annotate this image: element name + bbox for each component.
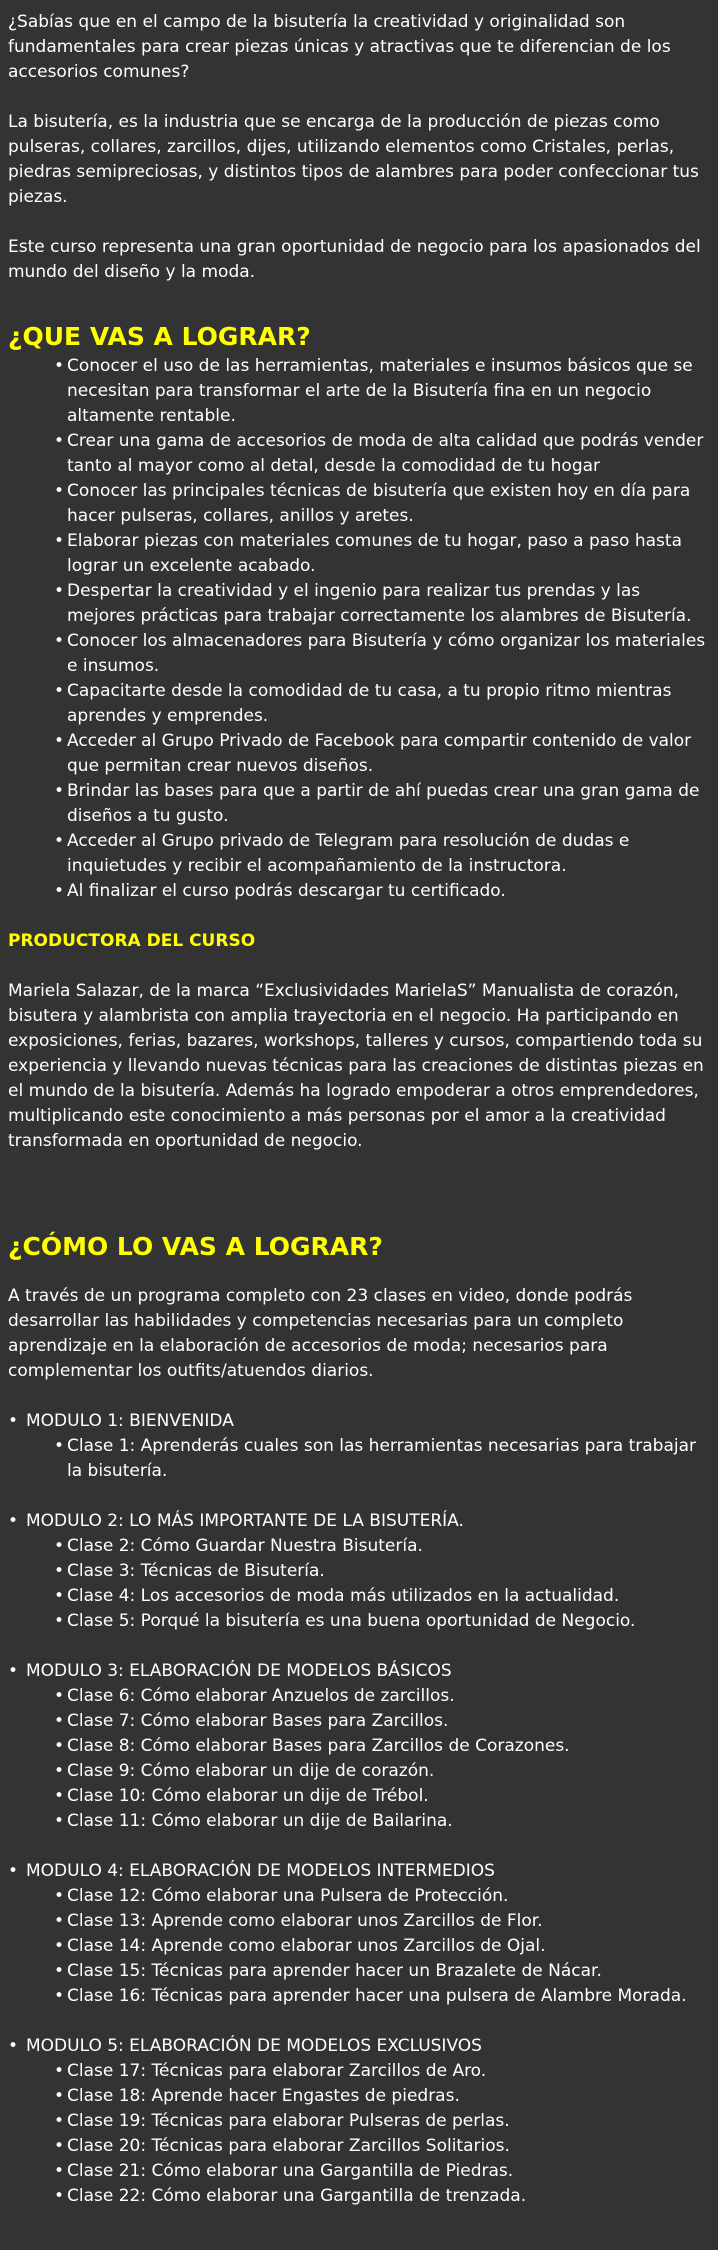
how-heading: ¿CÓMO LO VAS A LOGRAR?: [8, 1232, 383, 1261]
class-item: • Clase 20: Técnicas para elaborar Zarcillos Solitarios.: [54, 2134, 712, 2159]
class-item: • Clase 4: Los accesorios de moda más utilizados en la actualidad.: [54, 1584, 712, 1609]
class-item: • Clase 18: Aprende hacer Engastes de piedras.: [54, 2084, 712, 2109]
class-item: • Clase 12: Cómo elaborar una Pulsera de Protección.: [54, 1884, 712, 1909]
module-item: [8, 1409, 712, 1484]
module-title: MODULO 4: ELABORACIÓN DE MODELOS INTERMEDIOS: [26, 1861, 495, 1881]
goal-item: • Acceder al Grupo privado de Telegram para resolución de dudas e inquietudes y recibir el acompañamiento de la instructora.: [54, 829, 712, 879]
goal-item: • Conocer las principales técnicas de bisutería que existen hoy en día para hacer pulseras, collares, anillos y aretes.: [54, 479, 712, 529]
class-item: • Clase 13: Aprende como elaborar unos Zarcillos de Flor.: [54, 1909, 712, 1934]
goal-item: • Conocer el uso de las herramientas, materiales e insumos básicos que se necesitan para transformar el arte de la Bisutería fina en un negocio altamente rentable.: [54, 354, 712, 429]
class-list: [26, 1684, 712, 1834]
module-title: MODULO 2: LO MÁS IMPORTANTE DE LA BISUTERÍA.: [26, 1511, 464, 1531]
class-item: • Clase 22: Cómo elaborar una Gargantilla de trenzada.: [54, 2184, 712, 2209]
class-item: • Clase 15: Técnicas para aprender hacer un Brazalete de Nácar.: [54, 1959, 712, 1984]
goals-heading: ¿QUE VAS A LOGRAR?: [8, 322, 311, 351]
class-item: • Clase 7: Cómo elaborar Bases para Zarcillos.: [54, 1709, 712, 1734]
module-item: [8, 1509, 712, 1634]
goal-item: • Capacitarte desde la comodidad de tu casa, a tu propio ritmo mientras aprendes y emprendes.: [54, 679, 712, 729]
goal-item: • Conocer los almacenadores para Bisutería y cómo organizar los materiales e insumos.: [54, 629, 712, 679]
class-item: • Clase 8: Cómo elaborar Bases para Zarcillos de Corazones.: [54, 1734, 712, 1759]
module-item: [8, 1659, 712, 1834]
goals-section: [8, 320, 712, 904]
module-item: [8, 2034, 712, 2209]
class-item: • Clase 19: Técnicas para elaborar Pulseras de perlas.: [54, 2109, 712, 2134]
module-item: [8, 1859, 712, 2009]
how-description: A través de un programa completo con 23 clases en video, donde podrás desarrollar las habilidades y competencias necesarias para un completo aprendizaje en la elaboración de accesorios de moda; necesarios para complementar los outfits/atuendos diarios.: [8, 1286, 633, 1381]
intro-paragraph: ¿Sabías que en el campo de la bisutería la creatividad y originalidad son fundamentales para crear piezas únicas y atractivas que te diferencian de los accesorios comunes?: [8, 12, 671, 82]
producer-section: [8, 929, 712, 1154]
goal-item: • Crear una gama de accesorios de moda de alta calidad que podrás vender tanto al mayor como al detal, desde la comodidad de tu hogar: [54, 429, 712, 479]
producer-heading: PRODUCTORA DEL CURSO: [8, 931, 256, 951]
class-item: • Clase 14: Aprende como elaborar unos Zarcillos de Ojal.: [54, 1934, 712, 1959]
goal-item: • Elaborar piezas con materiales comunes de tu hogar, paso a paso hasta lograr un excelente acabado.: [54, 529, 712, 579]
intro-paragraph: La bisutería, es la industria que se encarga de la producción de piezas como pulseras, collares, zarcillos, dijes, utilizando elementos como Cristales, perlas, piedras semipreciosas, y distintos tipos de alambres para poder confeccionar tus piezas.: [8, 112, 699, 207]
class-list: [26, 1884, 712, 2009]
class-item: • Clase 2: Cómo Guardar Nuestra Bisutería.: [54, 1534, 712, 1559]
goal-item: • Despertar la creatividad y el ingenio para realizar tus prendas y las mejores prácticas para trabajar correctamente los alambres de Bisutería.: [54, 579, 712, 629]
class-item: • Clase 17: Técnicas para elaborar Zarcillos de Aro.: [54, 2059, 712, 2084]
intro-section: [8, 10, 712, 285]
class-item: • Clase 1: Aprenderás cuales son las herramientas necesarias para trabajar la bisutería.: [54, 1434, 712, 1484]
modules-list: [8, 1409, 712, 2209]
class-list: [26, 2059, 712, 2209]
class-list: [26, 1534, 712, 1634]
goal-item: • Acceder al Grupo Privado de Facebook para compartir contenido de valor que permitan crear nuevos diseños.: [54, 729, 712, 779]
class-item: • Clase 16: Técnicas para aprender hacer una pulsera de Alambre Morada.: [54, 1984, 712, 2009]
goal-item: • Brindar las bases para que a partir de ahí puedas crear una gran gama de diseños a tu gusto.: [54, 779, 712, 829]
module-title: MODULO 1: BIENVENIDA: [26, 1411, 234, 1431]
producer-bio: Mariela Salazar, de la marca “Exclusividades MarielaS” Manualista de corazón, bisutera y alambrista con amplia trayectoria en el negocio. Ha participando en exposiciones, ferias, bazares, workshops, talleres y cursos, compartiendo toda su experiencia y llevando nuevas técnicas para las creaciones de distintas piezas en el mundo de la bisutería. Además ha logrado empoderar a otros emprendedores, multiplicando este conocimiento a más personas por el amor a la creatividad transformada en oportunidad de negocio.: [8, 981, 704, 1151]
module-title: MODULO 3: ELABORACIÓN DE MODELOS BÁSICOS: [26, 1661, 452, 1681]
how-section: [8, 1230, 712, 1384]
goal-item: • Al finalizar el curso podrás descargar tu certificado.: [54, 879, 712, 904]
class-list: [26, 1434, 712, 1484]
class-item: • Clase 21: Cómo elaborar una Gargantilla de Piedras.: [54, 2159, 712, 2184]
class-item: • Clase 10: Cómo elaborar un dije de Trébol.: [54, 1784, 712, 1809]
class-item: • Clase 9: Cómo elaborar un dije de corazón.: [54, 1759, 712, 1784]
class-item: • Clase 11: Cómo elaborar un dije de Bailarina.: [54, 1809, 712, 1834]
module-title: MODULO 5: ELABORACIÓN DE MODELOS EXCLUSIVOS: [26, 2036, 482, 2056]
intro-paragraph: Este curso representa una gran oportunidad de negocio para los apasionados del mundo del diseño y la moda.: [8, 237, 701, 282]
class-item: • Clase 3: Técnicas de Bisutería.: [54, 1559, 712, 1584]
class-item: • Clase 5: Porqué la bisutería es una buena oportunidad de Negocio.: [54, 1609, 712, 1634]
class-item: • Clase 6: Cómo elaborar Anzuelos de zarcillos.: [54, 1684, 712, 1709]
goals-list: [8, 354, 712, 904]
